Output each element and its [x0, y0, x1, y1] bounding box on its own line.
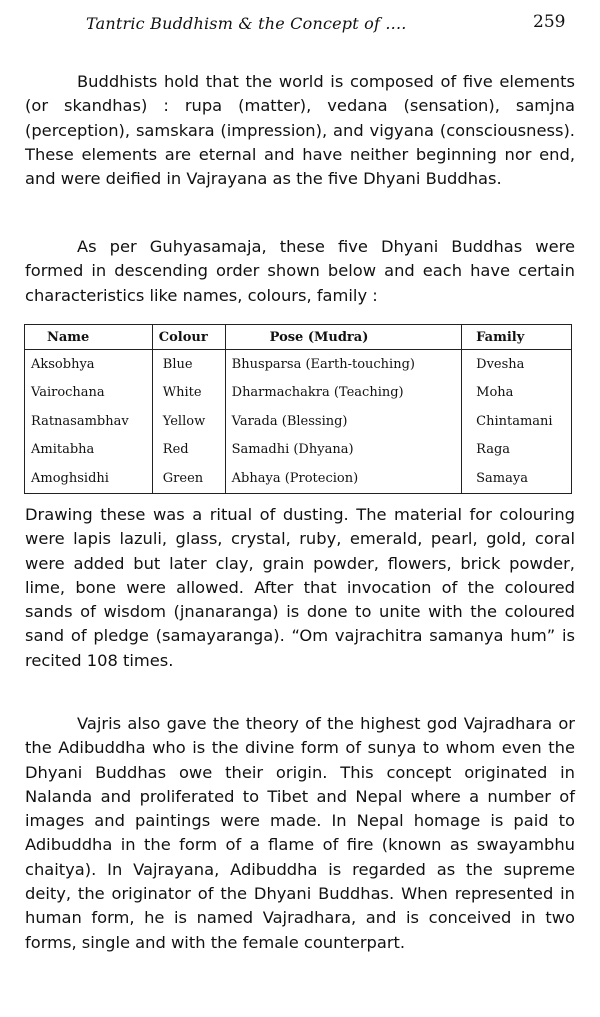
- cell-colour: Red: [152, 436, 225, 465]
- cell-colour: Green: [152, 464, 225, 493]
- paragraph-guhyasamaja: [25, 235, 575, 308]
- cell-colour: Yellow: [152, 407, 225, 436]
- column-header-family: Family: [462, 325, 572, 350]
- cell-pose: Bhusparsa (Earth-touching): [225, 350, 462, 379]
- cell-pose: Abhaya (Protecion): [225, 464, 462, 493]
- paragraph-text: Buddhists hold that the world is composed of five elements (or skandhas) : rupa (matter), vedana (sensation), samjna (perception), samskara (impression), and vigyana (consciousness). These elements are eternal and have neither beginning nor end, and were deified in Vajrayana as the five Dhyani Buddhas.: [25, 72, 575, 189]
- table-row: [25, 350, 572, 379]
- page-number: 259: [533, 12, 566, 32]
- paragraph-five-elements: [25, 70, 575, 191]
- cell-family: Samaya: [462, 464, 572, 493]
- cell-family: Chintamani: [462, 407, 572, 436]
- column-header-pose: Pose (Mudra): [225, 325, 462, 350]
- paragraph-text: Vajris also gave the theory of the highest god Vajradhara or the Adibuddha who is the divine form of sunya to whom even the Dhyani Buddhas owe their origin. This concept originated in Nalanda and proliferated to Tibet and Nepal where a number of images and paintings were made. In Nepal homage is paid to Adibuddha in the form of a flame of fire (known as swayambhu chaitya). In Vajrayana, Adibuddha is regarded as the supreme deity, the originator of the Dhyani Buddhas. When represented in human form, he is named Vajradhara, and is conceived in two forms, single and with the female counterpart.: [25, 714, 575, 952]
- paragraph-text: Drawing these was a ritual of dusting. The material for colouring were lapis lazuli, glass, crystal, ruby, emerald, pearl, gold, coral were added but later clay, grain powder, flowers, brick powder, lime, bone were allowed. After that invocation of the coloured sands of wisdom (jnanaranga) is done to unite with the coloured sand of pledge (samayaranga). “Om vajrachitra samanya hum” is recited 108 times.: [25, 505, 575, 670]
- cell-name: Aksobhya: [25, 350, 153, 379]
- running-head: Tantric Buddhism & the Concept of ....: [86, 14, 407, 33]
- table-row: [25, 464, 572, 493]
- paragraph-ritual-dusting: [25, 503, 575, 673]
- column-header-name: Name: [25, 325, 153, 350]
- cell-name: Ratnasambhav: [25, 407, 153, 436]
- paragraph-adibuddha: [25, 712, 575, 955]
- cell-colour: Blue: [152, 350, 225, 379]
- cell-family: Raga: [462, 436, 572, 465]
- cell-pose: Varada (Blessing): [225, 407, 462, 436]
- cell-name: Amoghsidhi: [25, 464, 153, 493]
- cell-family: Moha: [462, 379, 572, 408]
- table-row: [25, 407, 572, 436]
- cell-family: Dvesha: [462, 350, 572, 379]
- dhyani-buddhas-table: [24, 324, 572, 494]
- cell-pose: Samadhi (Dhyana): [225, 436, 462, 465]
- cell-name: Vairochana: [25, 379, 153, 408]
- table-row: [25, 436, 572, 465]
- cell-colour: White: [152, 379, 225, 408]
- cell-pose: Dharmachakra (Teaching): [225, 379, 462, 408]
- table-header-row: [25, 325, 572, 350]
- paragraph-text: As per Guhyasamaja, these five Dhyani Buddhas were formed in descending order shown below and each have certain characteristics like names, colours, family :: [25, 237, 575, 305]
- table-row: [25, 379, 572, 408]
- cell-name: Amitabha: [25, 436, 153, 465]
- column-header-colour: Colour: [152, 325, 225, 350]
